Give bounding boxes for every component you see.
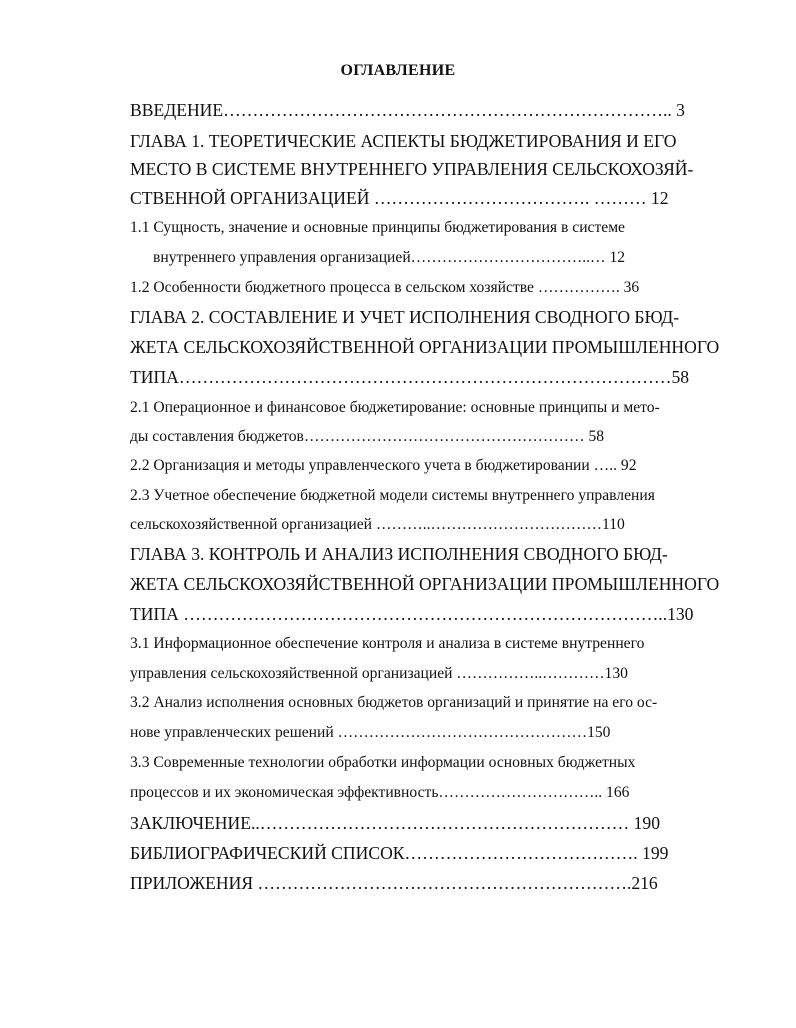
toc-line-chapter1-a: ГЛАВА 1. ТЕОРЕТИЧЕСКИЕ АСПЕКТЫ БЮДЖЕТИРОВАНИЯ И ЕГО [130, 131, 677, 151]
toc-line-appendices: ПРИЛОЖЕНИЯ ……………………………………………………….216 [130, 873, 658, 893]
toc-line-chapter1-b: МЕСТО В СИСТЕМЕ ВНУТРЕННЕГО УПРАВЛЕНИЯ СЕЛЬСКОХОЗЯЙ- [130, 159, 694, 179]
toc-line-1-1-b: внутреннего управления организацией……………………………..… 12 [153, 249, 626, 266]
toc-line-chapter3-a: ГЛАВА 3. КОНТРОЛЬ И АНАЛИЗ ИСПОЛНЕНИЯ СВОДНОГО БЮД- [130, 544, 668, 564]
toc-line-3-2-a: 3.2 Анализ исполнения основных бюджетов организаций и принятие на его ос- [130, 694, 658, 711]
toc-line-3-2-b: нове управленческих решений …………………………………………150 [130, 724, 611, 741]
toc-line-chapter2-a: ГЛАВА 2. СОСТАВЛЕНИЕ И УЧЕТ ИСПОЛНЕНИЯ СВОДНОГО БЮД- [130, 307, 680, 327]
page-title: ОГЛАВЛЕНИЕ [340, 62, 456, 79]
toc-line-chapter3-c: ТИПА ………………………………………………………………………..130 [130, 604, 694, 624]
toc-line-chapter3-b: ЖЕТА СЕЛЬСКОХОЗЯЙСТВЕННОЙ ОРГАНИЗАЦИИ ПРОМЫШЛЕННОГО [130, 574, 720, 594]
toc-line-chapter2-c: ТИПА…………………………………………………………………………58 [130, 367, 690, 387]
toc-line-2-3-a: 2.3 Учетное обеспечение бюджетной модели системы внутреннего управления [130, 487, 655, 504]
toc-line-introduction: ВВЕДЕНИЕ………………………………………………………………….. 3 [130, 100, 685, 120]
toc-line-3-3-a: 3.3 Современные технологии обработки информации основных бюджетных [130, 754, 636, 771]
toc-line-3-3-b: процессов и их экономическая эффективность………………………….. 166 [130, 784, 630, 801]
toc-line-conclusion: ЗАКЛЮЧЕНИЕ..……………………………………………………… 190 [130, 813, 660, 833]
toc-line-2-3-b: сельскохозяйственной организацией ………..……………………………110 [130, 516, 625, 533]
toc-line-2-2: 2.2 Организация и методы управленческого учета в бюджетировании ….. 92 [130, 457, 637, 474]
toc-line-1-2: 1.2 Особенности бюджетного процесса в сельском хозяйстве ……………. 36 [130, 279, 640, 296]
toc-line-2-1-a: 2.1 Операционное и финансовое бюджетирование: основные принципы и мето- [130, 399, 660, 416]
toc-line-chapter1-c: СТВЕННОЙ ОРГАНИЗАЦИЕЙ ………………………………. ……… 12 [130, 188, 669, 208]
toc-line-3-1-a: 3.1 Информационное обеспечение контроля и анализа в системе внутреннего [130, 635, 645, 652]
toc-line-bibliography: БИБЛИОГРАФИЧЕСКИЙ СПИСОК…………………………………. 199 [130, 843, 669, 863]
toc-line-chapter2-b: ЖЕТА СЕЛЬСКОХОЗЯЙСТВЕННОЙ ОРГАНИЗАЦИИ ПРОМЫШЛЕННОГО [130, 337, 720, 357]
toc-line-3-1-b: управления сельскохозяйственной организацией ……………..…………130 [130, 665, 628, 682]
toc-line-2-1-b: ды составления бюджетов……………………………………………… 58 [130, 428, 605, 445]
toc-line-1-1-a: 1.1 Сущность, значение и основные принципы бюджетирования в системе [130, 219, 625, 236]
